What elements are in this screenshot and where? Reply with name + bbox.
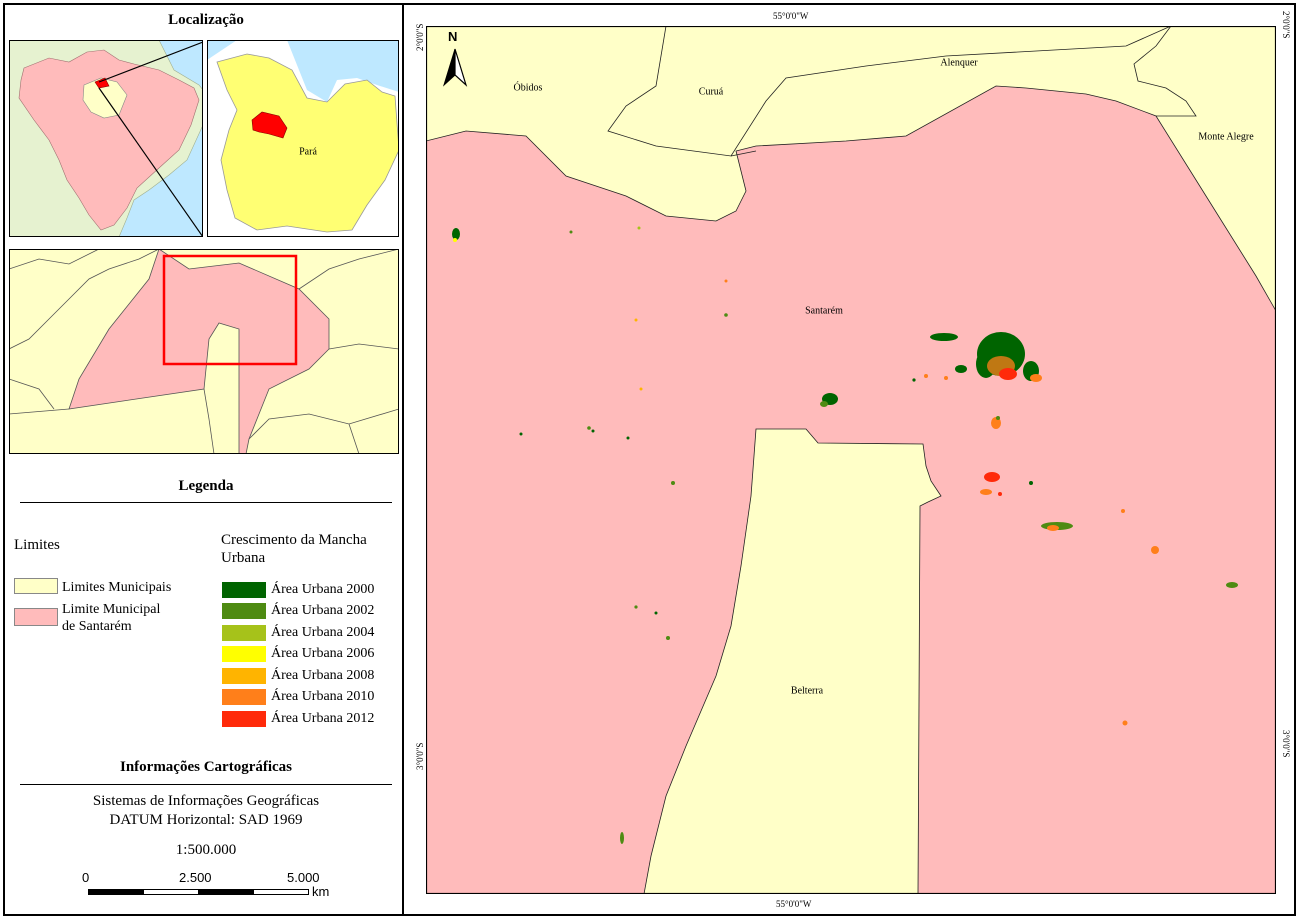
legend-2008: Área Urbana 2008 xyxy=(271,668,375,683)
location-title: Localização xyxy=(168,12,244,28)
gis-system: Sistemas de Informações Geográficas xyxy=(92,793,320,809)
scalebar-seg-2 xyxy=(143,889,199,895)
legend-2002: Área Urbana 2002 xyxy=(271,603,375,618)
cartographic-rule xyxy=(20,784,392,785)
scalebar-seg-3 xyxy=(198,889,254,895)
place-curua: Curuá xyxy=(698,86,724,98)
scalebar-tick-5000: 5.000 xyxy=(287,870,320,885)
place-alenquer: Alenquer xyxy=(940,57,978,69)
swatch-2008 xyxy=(222,668,266,684)
coord-right-top: 2°0'0"S xyxy=(1281,11,1291,39)
place-belterra: Belterra xyxy=(790,685,824,697)
datum: DATUM Horizontal: SAD 1969 xyxy=(109,812,303,828)
coord-bottom: 55°0'0"W xyxy=(776,899,812,909)
map-scale: 1:500.000 xyxy=(175,842,237,858)
legend-rule xyxy=(20,502,392,503)
legend-santarem-limit: Limite Municipal de Santarém xyxy=(62,602,161,634)
scalebar-unit: km xyxy=(312,884,330,899)
north-letter: N xyxy=(448,29,458,44)
coord-right-bottom: 3°0'0"S xyxy=(1281,730,1291,758)
place-obidos: Óbidos xyxy=(513,82,543,94)
swatch-2010 xyxy=(222,689,266,705)
brazil-inset-map xyxy=(9,40,203,237)
swatch-2004 xyxy=(222,625,266,641)
swatch-2012 xyxy=(222,711,266,727)
scalebar-tick-0: 0 xyxy=(82,870,90,885)
legend-2010: Área Urbana 2010 xyxy=(271,689,375,704)
swatch-municipal-limits xyxy=(14,578,58,594)
para-label: Pará xyxy=(299,146,317,158)
scalebar-tick-2500: 2.500 xyxy=(179,870,212,885)
legend-2006: Área Urbana 2006 xyxy=(271,646,375,661)
north-arrow-icon xyxy=(441,45,469,90)
legend-municipal-limits: Limites Municipais xyxy=(62,580,172,595)
scalebar-seg-1 xyxy=(88,889,144,895)
regional-inset-map xyxy=(9,249,399,454)
swatch-santarem-limit xyxy=(14,608,58,626)
swatch-2006 xyxy=(222,646,266,662)
panel-divider xyxy=(402,3,404,916)
legend-title: Legenda xyxy=(178,478,234,494)
legend-2004: Área Urbana 2004 xyxy=(271,625,375,640)
main-map xyxy=(426,26,1276,894)
place-santarem: Santarém xyxy=(805,305,843,317)
growth-heading: Crescimento da Mancha Urbana xyxy=(221,532,367,566)
coord-left-top: 2°0'0"S xyxy=(415,23,425,51)
cartographic-title: Informações Cartográficas xyxy=(119,759,293,775)
para-inset-map xyxy=(207,40,399,237)
legend-2012: Área Urbana 2012 xyxy=(271,711,375,726)
swatch-2002 xyxy=(222,603,266,619)
coord-left-bottom: 3°0'0"S xyxy=(415,742,425,770)
place-monte-alegre: Monte Alegre xyxy=(1198,131,1254,143)
legend-2000: Área Urbana 2000 xyxy=(271,582,375,597)
limits-heading: Limites xyxy=(14,537,60,553)
swatch-2000 xyxy=(222,582,266,598)
coord-top: 55°0'0"W xyxy=(773,11,809,21)
scalebar-seg-4 xyxy=(253,889,309,895)
